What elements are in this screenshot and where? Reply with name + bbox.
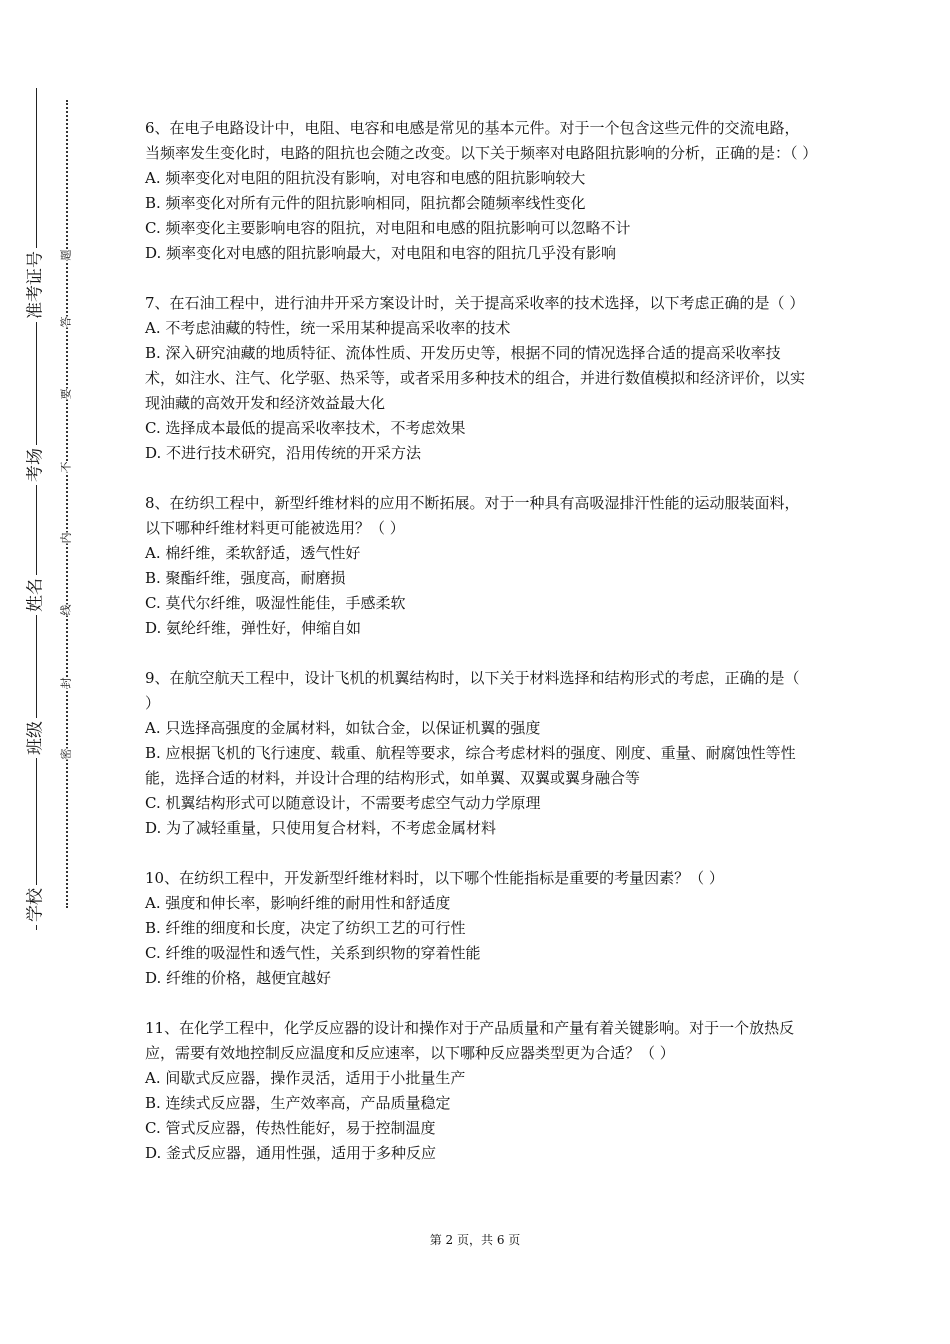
question-10 <box>145 866 810 991</box>
option-b: B. 频率变化对所有元件的阻抗影响相同，阻抗都会随频率线性变化 <box>145 194 586 212</box>
seal-dotted-line <box>66 100 68 908</box>
option-a: A. 间歇式反应器，操作灵活，适用于小批量生产 <box>145 1069 466 1087</box>
option-d: D. 纤维的价格，越便宜越好 <box>145 969 332 987</box>
field-label-school: 学校 <box>28 885 45 925</box>
seal-char: 密 <box>59 748 73 760</box>
binding-margin <box>0 0 120 1344</box>
page-number-footer: 第 2 页，共 6 页 <box>429 1233 521 1247</box>
seal-char: 答 <box>59 316 73 328</box>
option-a: A. 不考虑油藏的特性，统一采用某种提高采收率的技术 <box>145 319 511 337</box>
option-c: C. 纤维的吸湿性和透气性，关系到织物的穿着性能 <box>145 944 481 962</box>
option-d: D. 不进行技术研究，沿用传统的开采方法 <box>145 444 422 462</box>
seal-char: 线 <box>59 604 73 616</box>
option-a: A. 频率变化对电阻的阻抗没有影响，对电容和电感的阻抗影响较大 <box>145 169 586 187</box>
field-label-name: 姓名 <box>28 575 45 615</box>
question-6 <box>145 116 818 266</box>
option-b: B. 聚酯纤维，强度高，耐磨损 <box>145 569 346 587</box>
binding-solid-line <box>36 88 37 930</box>
seal-char: 不 <box>59 461 73 473</box>
question-stem: 11、在化学工程中，化学反应器的设计和操作对于产品质量和产量有着关键影响。对于一个放热反应，需要有效地控制反应温度和反应速率，以下哪种反应器类型更为合适？（ ） <box>145 1019 795 1062</box>
option-c: C. 莫代尔纤维，吸湿性能佳，手感柔软 <box>145 594 406 612</box>
seal-char: 题 <box>59 249 73 261</box>
question-stem: 10、在纺织工程中，开发新型纤维材料时，以下哪个性能指标是重要的考量因素？（ ） <box>145 869 724 887</box>
option-c: C. 选择成本最低的提高采收率技术，不考虑效果 <box>145 419 466 437</box>
option-b: B. 连续式反应器，生产效率高，产品质量稳定 <box>145 1094 451 1112</box>
question-list <box>145 116 818 1191</box>
field-label-exam-number: 准考证号 <box>28 248 45 322</box>
option-b: B. 应根据飞机的飞行速度、载重、航程等要求，综合考虑材料的强度、刚度、重量、耐腐蚀性等性能，选择合适的材料，并设计合理的结构形式，如单翼、双翼或翼身融合等 <box>145 744 796 787</box>
option-d: D. 氨纶纤维，弹性好，伸缩自如 <box>145 619 362 637</box>
option-c: C. 管式反应器，传热性能好，易于控制温度 <box>145 1119 436 1137</box>
question-7 <box>145 291 810 466</box>
question-stem: 9、在航空航天工程中，设计飞机的机翼结构时，以下关于材料选择和结构形式的考虑，正确的是（ ） <box>145 669 800 712</box>
field-label-class: 班级 <box>28 718 45 758</box>
question-stem: 8、在纺织工程中，新型纤维材料的应用不断拓展。对于一种具有高吸湿排汗性能的运动服装面料，以下哪种纤维材料更可能被选用？（ ） <box>145 494 800 537</box>
option-d: D. 频率变化对电感的阻抗影响最大，对电阻和电容的阻抗几乎没有影响 <box>145 244 617 262</box>
option-c: C. 频率变化主要影响电容的阻抗，对电阻和电感的阻抗影响可以忽略不计 <box>145 219 631 237</box>
field-label-exam-room: 考场 <box>28 445 45 485</box>
option-d: D. 为了减轻重量，只使用复合材料，不考虑金属材料 <box>145 819 497 837</box>
option-a: A. 强度和伸长率，影响纤维的耐用性和舒适度 <box>145 894 451 912</box>
option-d: D. 釜式反应器，通用性强，适用于多种反应 <box>145 1144 437 1162</box>
question-9 <box>145 666 810 841</box>
question-11 <box>145 1016 810 1166</box>
question-stem: 6、在电子电路设计中，电阻、电容和电感是常见的基本元件。对于一个包含这些元件的交流电路，当频率发生变化时，电路的阻抗也会随之改变。以下关于频率对电路阻抗影响的分析，正确的是：（ ） <box>145 119 818 162</box>
option-b: B. 纤维的细度和长度，决定了纺织工艺的可行性 <box>145 919 466 937</box>
question-stem: 7、在石油工程中，进行油井开采方案设计时，关于提高采收率的技术选择，以下考虑正确的是（ ） <box>145 294 805 312</box>
seal-char: 内 <box>59 532 73 544</box>
option-a: A. 棉纤维，柔软舒适，透气性好 <box>145 544 361 562</box>
option-b: B. 深入研究油藏的地质特征、流体性质、开发历史等，根据不同的情况选择合适的提高采收率技术，如注水、注气、化学驱、热采等，或者采用多种技术的组合，并进行数值模拟和经济评价，以实现油藏的高效开发和经济效益最大化 <box>145 344 806 412</box>
option-c: C. 机翼结构形式可以随意设计，不需要考虑空气动力学原理 <box>145 794 541 812</box>
seal-char: 要 <box>59 388 73 400</box>
question-8 <box>145 491 810 641</box>
option-a: A. 只选择高强度的金属材料，如钛合金，以保证机翼的强度 <box>145 719 541 737</box>
seal-char: 封 <box>59 677 73 689</box>
